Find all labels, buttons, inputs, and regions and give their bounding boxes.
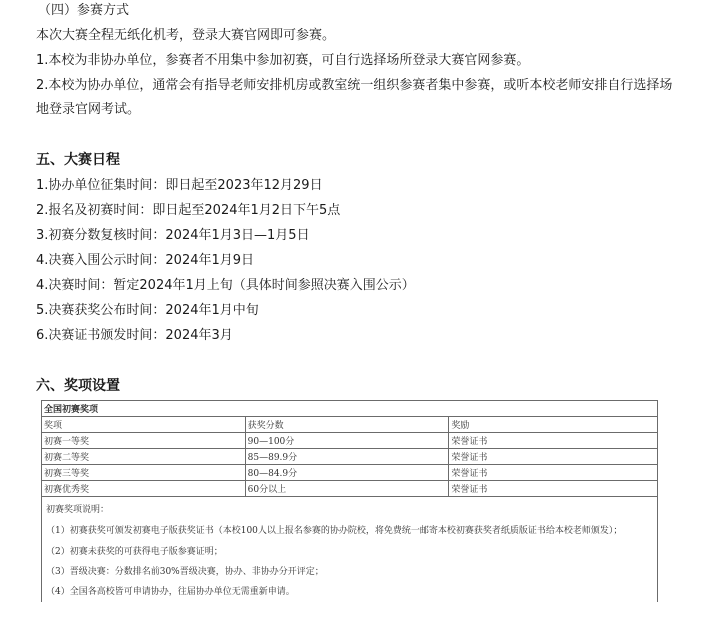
- section6-heading: 六、奖项设置: [36, 378, 120, 394]
- cell-award: 初赛优秀奖: [42, 481, 246, 497]
- section4-item-2: 2.本校为协办单位，通常会有指导老师安排机房或教室统一组织参赛者集中参赛，或听本校老师安排自行选择场地登录官网考试。: [36, 78, 673, 117]
- schedule-item: 4.决赛入围公示时间：2024年1月9日: [36, 253, 255, 268]
- section4-item-1: 1.本校为非协办单位，参赛者不用集中参加初赛，可自行选择场所登录大赛官网参赛。: [36, 53, 530, 68]
- schedule-item: 5.决赛获奖公布时间：2024年1月中旬: [36, 303, 259, 318]
- cell-reward: 荣誉证书: [449, 465, 658, 481]
- schedule-item: 6.决赛证书颁发时间：2024年3月: [36, 328, 233, 343]
- schedule-item: 1.协办单位征集时间：即日起至2023年12月29日: [36, 178, 323, 193]
- note-item: （4）全国各高校皆可申请协办，往届协办单位无需重新申请。: [46, 587, 295, 597]
- cell-award: 初赛二等奖: [42, 449, 246, 465]
- table-title-row: [42, 401, 658, 417]
- cell-score: 60分以上: [245, 481, 449, 497]
- cell-score: 90—100分: [245, 433, 449, 449]
- notes-title: 初赛奖项说明：: [46, 505, 110, 515]
- note-item: （2）初赛未获奖的可获得电子版参赛证明；: [46, 547, 223, 557]
- schedule-item: 2.报名及初赛时间：即日起至2024年1月2日下午5点: [36, 203, 341, 218]
- cell-reward: 荣誉证书: [449, 481, 658, 497]
- schedule-item: 3.初赛分数复核时间：2024年1月3日—1月5日: [36, 228, 310, 243]
- note-item: （3）晋级决赛：分数排名前30%晋级决赛，协办、非协办分开评定；: [46, 567, 324, 577]
- table-title: 全国初赛奖项: [42, 401, 658, 417]
- section4-heading: （四）参赛方式: [38, 3, 130, 18]
- cell-score: 85—89.9分: [245, 449, 449, 465]
- notes-cell: [42, 497, 658, 603]
- header-score: 获奖分数: [245, 417, 449, 433]
- cell-award: 初赛三等奖: [42, 465, 246, 481]
- cell-score: 80—84.9分: [245, 465, 449, 481]
- table-header-row: [42, 417, 658, 433]
- note-item: （1）初赛获奖可颁发初赛电子版获奖证书（本校100人以上报名参赛的协办院校，将免费统一邮寄本校初赛获奖者纸质版证书给本校老师颁发）；: [46, 526, 623, 536]
- schedule-item: 4.决赛时间：暂定2024年1月上旬（具体时间参照决赛入围公示）: [36, 278, 415, 293]
- section5-heading: 五、大赛日程: [36, 152, 120, 168]
- notes-row: [42, 497, 658, 603]
- award-table: [41, 400, 658, 602]
- cell-reward: 荣誉证书: [449, 449, 658, 465]
- cell-reward: 荣誉证书: [449, 433, 658, 449]
- table-row: [42, 465, 658, 481]
- section4-intro: 本次大赛全程无纸化机考，登录大赛官网即可参赛。: [36, 28, 336, 43]
- cell-award: 初赛一等奖: [42, 433, 246, 449]
- table-row: [42, 449, 658, 465]
- header-reward: 奖励: [449, 417, 658, 433]
- table-row: [42, 433, 658, 449]
- table-row: [42, 481, 658, 497]
- header-award: 奖项: [42, 417, 246, 433]
